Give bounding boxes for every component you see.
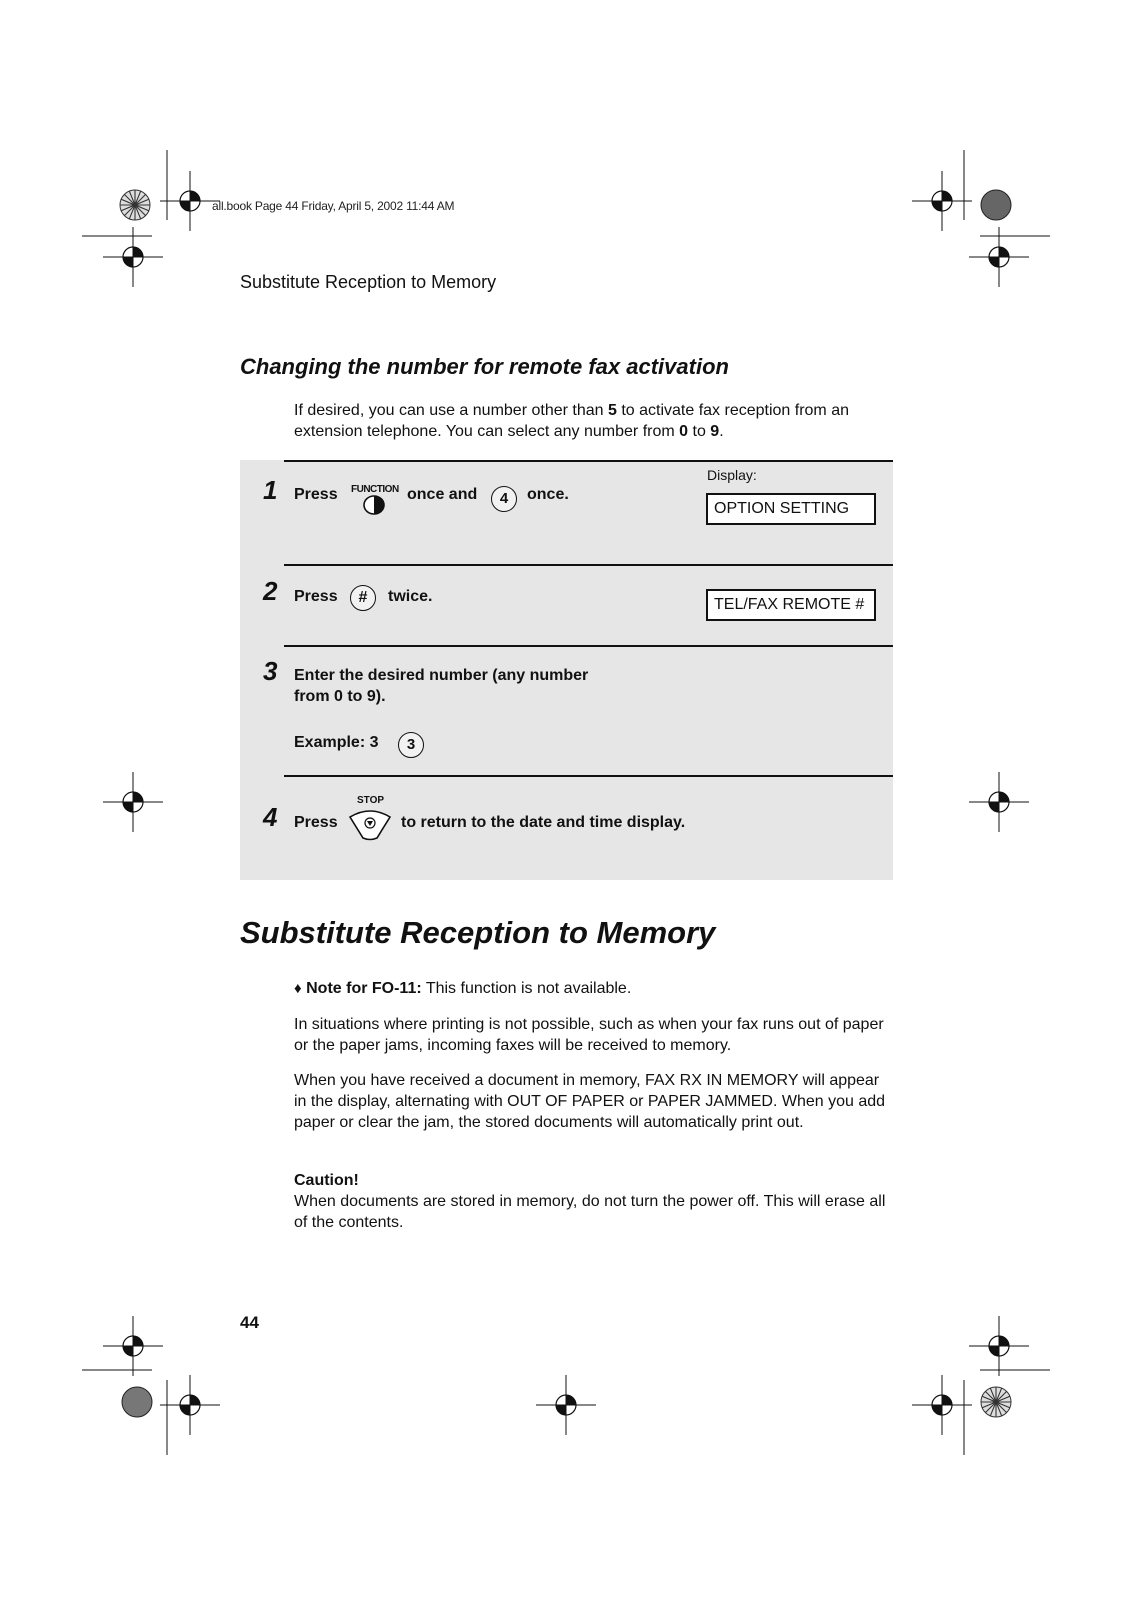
intro-text: to: [688, 423, 711, 440]
note: [294, 978, 894, 999]
running-head: Substitute Reception to Memory: [240, 272, 497, 292]
star-target-icon: [120, 190, 150, 220]
step-divider: [284, 775, 893, 777]
grey-target-icon: [122, 1387, 152, 1417]
stop-key-label: STOP: [357, 795, 385, 806]
function-key-label: FUNCTION: [351, 484, 399, 495]
page-number: 44: [240, 1313, 259, 1332]
registration-mark-icon: [969, 772, 1029, 832]
intro-text: to activate fax reception from an extension telephone. You can select any number from: [294, 402, 849, 440]
step3-line2: from 0 to 9).: [294, 688, 386, 705]
step1-once-and: once and: [407, 486, 478, 503]
step1-once: once.: [527, 486, 569, 503]
step3-example: Example: 3: [294, 734, 379, 751]
step-divider: [284, 645, 893, 647]
step-number: 1: [263, 475, 278, 505]
stop-key-icon: [347, 807, 393, 841]
grey-target-icon: [981, 190, 1011, 220]
registration-mark-icon: [912, 1375, 972, 1435]
registration-mark-icon: [160, 1375, 220, 1435]
registration-mark-icon: [969, 1316, 1029, 1376]
section-intro: [294, 400, 894, 442]
caution-title: Caution!: [294, 1172, 359, 1189]
paragraph: When you have received a document in memory, FAX RX IN MEMORY will appear in the display, alternating with OUT OF PAPER or PAPER JAMMED. When you add paper or clear the jam, the stored documents will automatically print out.: [294, 1072, 886, 1131]
registration-mark-icon: [103, 772, 163, 832]
caution-text: When documents are stored in memory, do not turn the power off. This will erase all of the contents.: [294, 1193, 886, 1231]
step2-twice: twice.: [388, 588, 433, 605]
step-number: 4: [263, 802, 278, 832]
step-divider: [284, 460, 893, 462]
registration-mark-icon: [536, 1375, 596, 1435]
print-slug: all.book Page 44 Friday, April 5, 2002 11:44 AM: [212, 199, 455, 213]
intro-text: If desired, you can use a number other than: [294, 402, 608, 419]
key-4-icon: 4: [491, 486, 517, 512]
function-key-icon: [362, 494, 386, 516]
diamond-bullet-icon: ♦: [294, 980, 302, 997]
key-3-icon: 3: [398, 732, 424, 758]
step1-press: Press: [294, 486, 338, 503]
registration-mark-icon: [912, 171, 972, 231]
lcd-display: TEL/FAX REMOTE #: [706, 589, 876, 621]
intro-bold-number: 5: [607, 402, 617, 419]
registration-mark-icon: [103, 1316, 163, 1376]
hash-key-icon: #: [350, 585, 376, 611]
section-title: Changing the number for remote fax activation: [240, 354, 729, 379]
step2-press: Press: [294, 588, 338, 605]
step4-press: Press: [294, 814, 338, 831]
display-label: Display:: [707, 467, 757, 483]
step-number: 3: [263, 656, 278, 686]
intro-text: .: [719, 423, 724, 440]
step3-line1: Enter the desired number (any number: [294, 667, 589, 684]
step-divider: [284, 564, 893, 566]
star-target-icon: [981, 1387, 1011, 1417]
lcd-display: OPTION SETTING: [706, 493, 876, 525]
note-label: Note for FO-11:: [306, 980, 422, 997]
step-number: 2: [263, 576, 278, 606]
registration-mark-icon: [160, 171, 220, 231]
step4-text: to return to the date and time display.: [401, 814, 686, 831]
paragraph: In situations where printing is not possible, such as when your fax runs out of paper or the paper jams, incoming faxes will be received to memory.: [294, 1016, 884, 1054]
intro-bold-number: 0: [679, 423, 689, 440]
note-text: This function is not available.: [421, 980, 632, 997]
main-title: Substitute Reception to Memory: [240, 915, 716, 950]
intro-bold-number: 9: [710, 423, 720, 440]
